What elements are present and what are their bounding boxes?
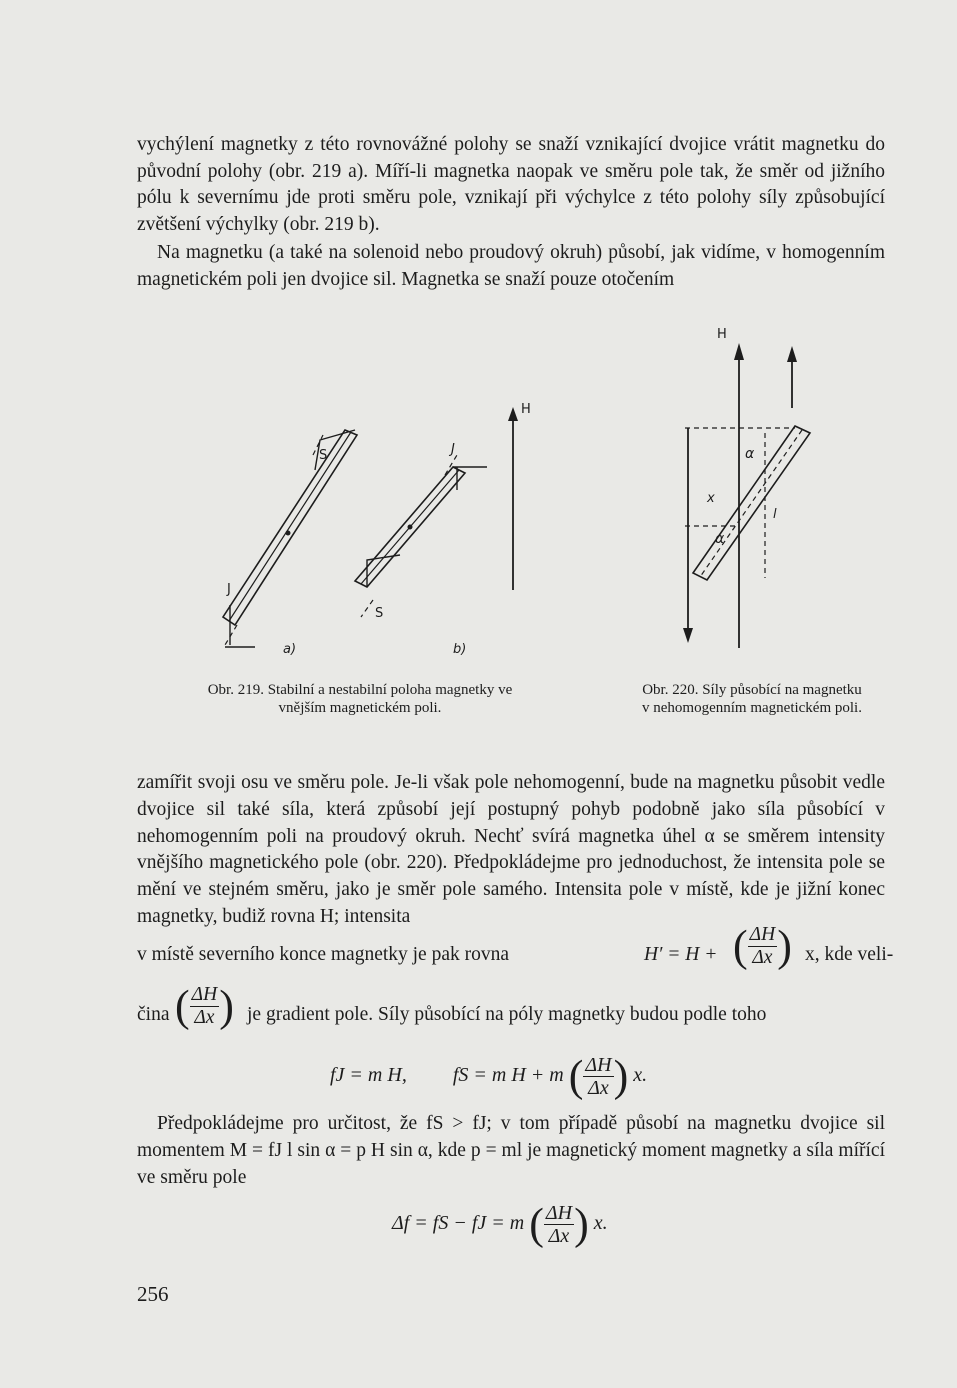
line-gradient — [137, 981, 885, 1031]
equation-forces: fJ = m H, fS = m H + m ( $\frac{\Delta H}{\Delta x}$ ) x. — [330, 1051, 648, 1101]
caption-219: Obr. 219. Stabilní a nestabilní poloha magnetky ve vnějším magnetickém poli. — [207, 682, 513, 716]
paragraph-second: Na magnetku (a také na solenoid nebo proudový okruh) působí, jak vidíme, v homogenním magnetickém poli jen dvojice sil. Magnetka se snaží pouze otočením — [137, 242, 885, 290]
figure-219 — [195, 395, 535, 665]
caption-220: Obr. 220. Síly působící na magnetku v nehomogenním magnetickém poli. — [642, 682, 862, 716]
frac-num: ΔH — [749, 924, 776, 945]
label-j-b: J — [451, 442, 455, 457]
gradient-text-b: je gradient pole. Síly působící na póly magnetky budou podle toho — [247, 1004, 767, 1025]
label-alpha-top: α — [745, 446, 755, 462]
eq2-tail: x. — [593, 1212, 608, 1235]
gradient-text-a: čina — [137, 1004, 170, 1025]
arrow-a-bottom — [225, 605, 255, 647]
north-text-a: v místě severního konce magnetky je pak rovna — [137, 944, 510, 965]
label-h-220: H — [717, 327, 727, 342]
page-number: 256 — [137, 1282, 169, 1306]
equation-force-difference: Δf = fS − fJ = m ( $\frac{\Delta H}{\Delta x}$ ) x. — [392, 1199, 608, 1249]
eq1-tail: x. — [633, 1064, 648, 1087]
magnet-a-center-dot — [286, 531, 291, 536]
eq1-left: fJ = m H, — [330, 1064, 407, 1087]
label-s-a: S — [319, 448, 328, 463]
label-b: b) — [453, 642, 467, 657]
north-text-b: x, kde veli- — [805, 944, 894, 965]
paragraph-top: vychýlení magnetky z této rovnovážné polohy se snaží vznikající dvojice vrátit magnetku do původní polohy (obr. 219 a). Míří-li magnetka naopak ve směru pole tak, že směr od jižního pólu k severnímu jde proti směru pole, vznikají při výchylce z této polohy síly způsobující zvětšení výchylky (obr. 219 b). — [137, 134, 885, 235]
paragraph-moment: Předpokládejme pro určitost, že fS > fJ; v tom případě působí na magnetku dvojice sil momentem M = fJ l sin α = p H sin α, kde p = ml je magnetický moment magnetky a síla mířící ve směru pole — [137, 1113, 885, 1188]
frac-den: Δx — [752, 947, 773, 968]
eq1-right: fS = m H + m — [452, 1064, 564, 1087]
label-a: a) — [283, 642, 297, 657]
north-fraction: ( $\frac{\Delta H}{\Delta x}$ ) — [733, 921, 792, 971]
arrow-h-head — [508, 407, 518, 421]
label-x: x — [707, 491, 715, 506]
label-l: l — [773, 507, 777, 522]
label-h-b: H — [521, 402, 531, 417]
figure-220 — [665, 318, 845, 658]
eq2-left: Δf = fS − fJ = m — [392, 1212, 525, 1235]
paragraph-main: zamířit svoji osu ve směru pole. Je-li však pole nehomogenní, bude na magnetku působit vedle dvojice sil také síla, která způsobí její postupný pohyb podobně jako síla působící v nehomogenním poli na proudový okruh. Nechť svírá magnetka úhel α se směrem intensity vnějšího magnetického pole (obr. 220). Předpokládejme pro jednoduchost, že intensita pole se mění ve stejném směru, jako je směr pole samého. Intensita pole v místě, kde je jižní konec magnetky, budiž rovna H; intensita — [137, 772, 885, 927]
label-s-b: S — [375, 606, 384, 621]
north-equation: H′ = H + — [644, 944, 718, 965]
label-alpha-bottom: α — [715, 531, 725, 547]
label-j-a: J — [227, 582, 231, 597]
gradient-fraction: ( $\frac{\Delta H}{\Delta x}$ ) — [175, 981, 234, 1031]
magnet-b-center-dot — [408, 525, 413, 530]
